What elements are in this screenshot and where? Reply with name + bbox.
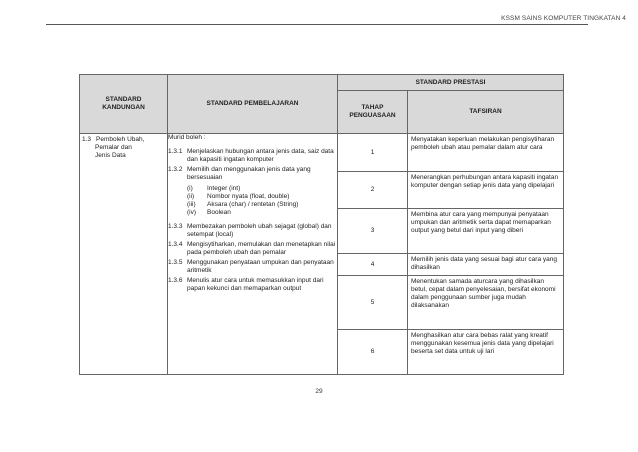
tahap-cell: 3	[338, 209, 408, 254]
col-standard-kandungan: STANDARD KANDUNGAN	[80, 75, 168, 134]
tafsiran-cell: Menghasilkan atur cara bebas ralat yang kreatif menggunakan kesemua jenis data yang dipelajari beserta set data untuk uji lari	[408, 330, 564, 375]
sk-line-3: Jenis Data	[95, 152, 126, 159]
tahap-cell: 6	[338, 330, 408, 375]
sp-item: 1.3.6 Menulis atur cara untuk memasukkan input dari papan kekunci dan memaparkan output	[168, 277, 324, 292]
sp-subitem: (i) Integer (int)	[187, 185, 241, 192]
page-number: 29	[315, 388, 323, 395]
sp-subitem: (iv) Boolean	[187, 209, 231, 216]
tafsiran-cell: Memilih jenis data yang sesuai bagi atur cara yang dihasilkan	[408, 254, 564, 276]
tahap-cell: 1	[338, 134, 408, 172]
col-tahap: TAHAP PENGUASAAN	[338, 91, 408, 134]
col-standard-prestasi: STANDARD PRESTASI	[338, 75, 564, 91]
sk-code: 1.3	[82, 136, 92, 143]
sp-subitem: (iii) Aksara (char) / rentetan (String)	[187, 201, 299, 208]
col-standard-pembelajaran: STANDARD PEMBELAJARAN	[168, 75, 338, 134]
standard-table	[79, 74, 564, 375]
tafsiran-cell: Menyatakan keperluan melakukan pengisytiharan pemboleh ubah atau pemalar dalam atur cara	[408, 134, 564, 172]
sp-subitem-list	[168, 185, 337, 217]
sp-intro: Murid boleh :	[168, 134, 206, 141]
sp-item: 1.3.1 Menjelaskan hubungan antara jenis data, saiz data dan kapasiti ingatan komputer	[168, 148, 334, 163]
tafsiran-cell: Membina atur cara yang mempunyai penyataan umpukan dan aritmetik serta dapat memaparkan output yang betul dari input yang diberi	[408, 209, 564, 254]
sp-item: 1.3.4 Mengisytiharkan, memulakan dan menetapkan nilai pada pemboleh ubah dan pemalar	[168, 241, 336, 256]
sk-line-1: Pemboleh Ubah,	[96, 136, 145, 143]
sp-item: 1.3.3 Membezakan pemboleh ubah sejagat (global) dan setempat (local)	[168, 223, 332, 238]
tafsiran-cell: Menentukan samada aturcara yang dihasilkan betul, cepat dalam penyelesaian, bersifat ekonomi dalam penggunaan sumber juga mudah dilaksanakan	[408, 276, 564, 330]
standard-kandungan-cell	[80, 134, 168, 375]
document-header: KSSM SAINS KOMPUTER TINGKATAN 4	[501, 15, 626, 22]
tahap-cell: 5	[338, 276, 408, 330]
sp-item: 1.3.5 Menggunakan penyataan umpukan dan penyataan aritmetik	[168, 259, 334, 274]
tahap-cell: 4	[338, 254, 408, 276]
standard-pembelajaran-cell	[168, 134, 338, 375]
tahap-cell: 2	[338, 172, 408, 209]
sp-item: 1.3.2 Memilih dan menggunakan jenis data yang bersesuaian	[168, 166, 311, 181]
sk-line-2: Pemalar dan	[95, 144, 132, 151]
tafsiran-cell: Menerangkan perhubungan antara kapasiti ingatan komputer dengan setiap jenis data yang dipelajari	[408, 172, 564, 209]
header-rule	[46, 24, 588, 25]
col-tafsiran: TAFSIRAN	[408, 91, 564, 134]
sp-subitem: (ii) Nombor nyata (float, double)	[187, 193, 290, 200]
